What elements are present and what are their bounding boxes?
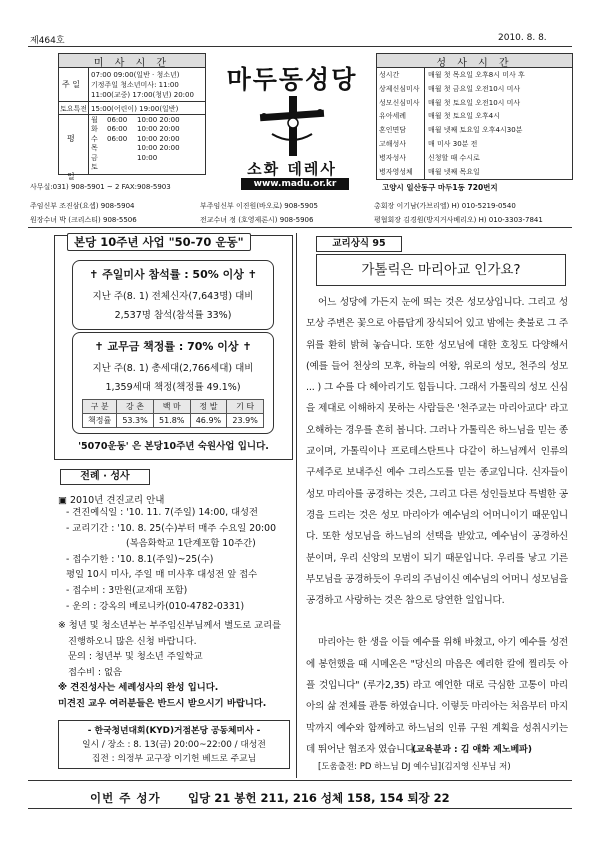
contacts-left: 주임신부 조진삼(요셉) 908-5904 원장수녀 박 (크리스티) 908-5506 [30, 202, 137, 224]
hymns-label: 이번 주 성가 [90, 791, 161, 805]
table-row: 책정률 53.3% 51.8% 46.9% 23.9% [83, 414, 264, 428]
campaign-footer: '5070운동' 은 본당10주년 숙원사업 입니다. [78, 441, 269, 452]
list-item: 평일 10시 미사, 주일 매 미사후 대성전 앞 접수 [66, 569, 258, 581]
cross-with-figure-icon [250, 94, 334, 158]
parish-address: 고양시 일산동구 마두1동 720번지 [382, 183, 498, 192]
sacrament-labels: 성시간 상제신심미사 성모신심미사 유아세례 혼인면담 고해성사 병자성사 병자영성체 [379, 71, 420, 176]
liturgy-items [66, 505, 276, 614]
campaign-attendance-line2: 2,537명 참석(참석률 33%) [114, 310, 232, 321]
campaign-pledge-line1: 지난 주(8. 1) 총세대(2,766세대) 대비 [92, 363, 254, 374]
table-row: 구 분 강 촌 백 마 정 발 기 타 [83, 400, 264, 414]
list-item: - 접수기한 : '10. 8.1(주일)~25(수) [66, 553, 214, 565]
youth-mass-celebrant: 집전 : 의정부 교구장 이기헌 베드로 주교님 [91, 754, 257, 764]
issue-date: 2010. 8. 8. [498, 33, 547, 43]
sacrament-times-title: 성 사 시 간 [377, 54, 572, 68]
mass-saturday-times: 15:00(어린이) 19:00(일반) [91, 105, 179, 113]
doctrine-paragraph: 어느 성당에 가든지 눈에 띄는 것은 성모상입니다. 그리고 성모상 주변은 꽃으로 아름답게 장식되어 있고 밤에는 촛불로 그 주위를 환히 밝혀 놓습니다. 또한 성모님에 대한 호칭도 다양해서 (예를 들어 천상의 모후, 하늘의 여왕, 위로의 성모, 천주의 성모 ... ) 그 수를 다 헤아리기도 힘듭니다. 그래서 가톨릭의 성모 신심을 제대로 이해하지 못하는 사람들은 '천주교는 마리아교다' 라고 오해하는 경우를 흔히 봅니다. 그러나 가톨릭은 하느님을 믿는 종교이며, 가톨릭이나 프로테스탄트나 다같이 하느님께서 인류의 구세주로 보내주신 예수 그리스도를 믿는 종교입니다. 신자들이 성모 마리아를 공경하는 것은, 그리고 다른 성인들보다 특별한 공경을 드리는 것은 성모 마리아가 예수님의 어머니이기 때문입니다. 또한 성모님을 하느님의 선택을 받았고, 예수님이 공경하신 분이며, 우리 신앙의 모범이 되기 때문입니다. 우리를 낳고 기른 부모님을 공경하듯이 우리의 주님이신 예수님의 어머니 성모님을 공경하고 사랑하는 것은 참으로 당연한 일입니다. [306, 297, 568, 607]
issue-number: 제464호 [30, 36, 65, 46]
youth-mass-title: - 한국청년대회(KYD)거점본당 공동체미사 - [87, 726, 261, 736]
list-item: - 운의 : 강옥의 베로니카(010-4782-0331) [66, 600, 245, 612]
doctrine-credit-source: [도움출전: PD 하느님 DJ 예수님](김지영 신부님 저) [318, 762, 511, 772]
pledge-rate-table [82, 399, 264, 428]
parish-website[interactable]: www.madu.or.kr [241, 178, 349, 190]
list-item: ※ 견진성사는 세례성사의 완성 입니다. [58, 682, 219, 694]
list-item: - 접수비 : 3만원(교재대 포함) [66, 584, 188, 596]
mass-times-title: 미 사 시 간 [59, 54, 205, 68]
youth-mass-box [58, 720, 290, 769]
doctrine-tag: 교리상식 95 [316, 236, 402, 252]
contacts-mid: 부주임신부 이진원(바오로) 908-5905 전교수녀 정 (호영제론시) 908-5906 [200, 202, 318, 224]
list-item: - 견진예식일 : '10. 11. 7(주일) 14:00, 대성전 [66, 507, 259, 518]
campaign-pledge-box [72, 332, 274, 434]
contacts-right: 총회장 이기남(가브리엘) H) 010-5219-0540 평협회장 김경원(방지거사베리오) H) 010-3303-7841 [374, 202, 543, 224]
mass-weekday-days: 월 화 수 목 금 토 [91, 116, 98, 172]
campaign-attendance-line1: 지난 주(8. 1) 전체신자(7,643명) 대비 [92, 291, 254, 302]
campaign-pledge-heading: ✝ 교무금 책정률 : 70% 이상 ✝ [94, 340, 252, 353]
campaign-title: 본당 10주년 사업 "50-70 운동" [67, 233, 251, 251]
doctrine-body [306, 292, 568, 760]
doctrine-title: 가톨릭은 마리아교 인가요? [316, 254, 566, 286]
hymns-list: 입당 21 봉헌 211, 216 성체 158, 154 퇴장 22 [188, 791, 450, 805]
parish-patron: 소화 데레사 [247, 160, 337, 178]
campaign-pledge-line2: 1,359세대 책정(책정률 49.1%) [105, 382, 241, 393]
sacrament-times-box [376, 53, 573, 180]
mass-weekday-col1: 06:00 06:00 06:00 [107, 116, 128, 143]
list-item: (복음화학교 1단계포함 10주간) [126, 538, 256, 550]
list-item: ※ 청년 및 청소년부는 부주임신부님께서 별도로 교리를 [58, 620, 282, 631]
mass-label-sunday: 주 일 [62, 80, 80, 89]
list-item: - 교리기간 : '10. 8. 25(수)부터 매주 수요일 20:00 [66, 522, 276, 534]
campaign-attendance-box [72, 260, 274, 330]
list-item: 문의 : 청년부 및 청소년 주일학교 [68, 651, 203, 663]
campaign-attendance-heading: ✝ 주일미사 참석률 : 50% 이상 ✝ [89, 268, 257, 281]
liturgy-title: 전례 · 성사 [60, 469, 150, 485]
liturgy-notes [58, 618, 281, 712]
list-item: 미견진 교우 여러분들은 반드시 받으시기 바랍니다. [58, 697, 267, 709]
mass-label-weekday: 평 일 [67, 134, 75, 181]
list-item: 접수비 : 없음 [68, 666, 122, 678]
sacrament-values: 매월 첫 목요일 오후8시 미사 후 매월 첫 금요일 오전10시 미사 매월 첫 토요일 오전10시 미사 매월 첫 토요일 오후4시 매월 넷째 토요일 오후4시30분 매 미사 30분 전 신청할 때 수시로 매월 넷째 목요일 [428, 71, 525, 176]
mass-sunday-times: 07:00 09:00(일반 · 청소년) 기정주일 청소년미사: 11:00 11:00(교중) 17:00(청년) 20:00 [91, 71, 194, 99]
office-phone: 사무실:031) 908-5901 ~ 2 FAX:908-5903 [30, 183, 171, 191]
liturgy-heading: ▣ 2010년 견진교리 안내 [58, 495, 165, 506]
mass-times-box [58, 53, 206, 181]
mass-weekday-col2: 10:00 20:00 10:00 20:00 10:00 20:00 10:00 20:00 10:00 [137, 116, 180, 162]
mass-label-saturday: 토요특전 [60, 105, 88, 113]
parish-name: 마두동성당 [226, 65, 358, 94]
doctrine-credit-author: (교육분과 : 김 애화 제노베파) [412, 745, 532, 755]
doctrine-paragraph: 마리아는 한 생을 이들 예수를 위해 바쳤고, 아기 예수를 성전에 봉헌했을 때 시메온은 "당신의 마음은 예리한 칼에 찔리듯 아플 것입니다" (루가2,35) 라고 예언한 대로 극심한 고통이 마리아의 삶 전체를 관통 하였습니다. 이렇듯 마리아는 처음부터 마지막까지 예수와 함께하고 하느님의 인류 구원 계획을 성취시키는 데 뛰어난 협조자 였습니다. [306, 637, 568, 755]
campaign-box [54, 235, 293, 460]
list-item: 진행하오니 많은 신청 바랍니다. [68, 635, 197, 647]
youth-mass-time: 일시 / 장소 : 8. 13(금) 20:00~22:00 / 대성전 [82, 740, 266, 750]
